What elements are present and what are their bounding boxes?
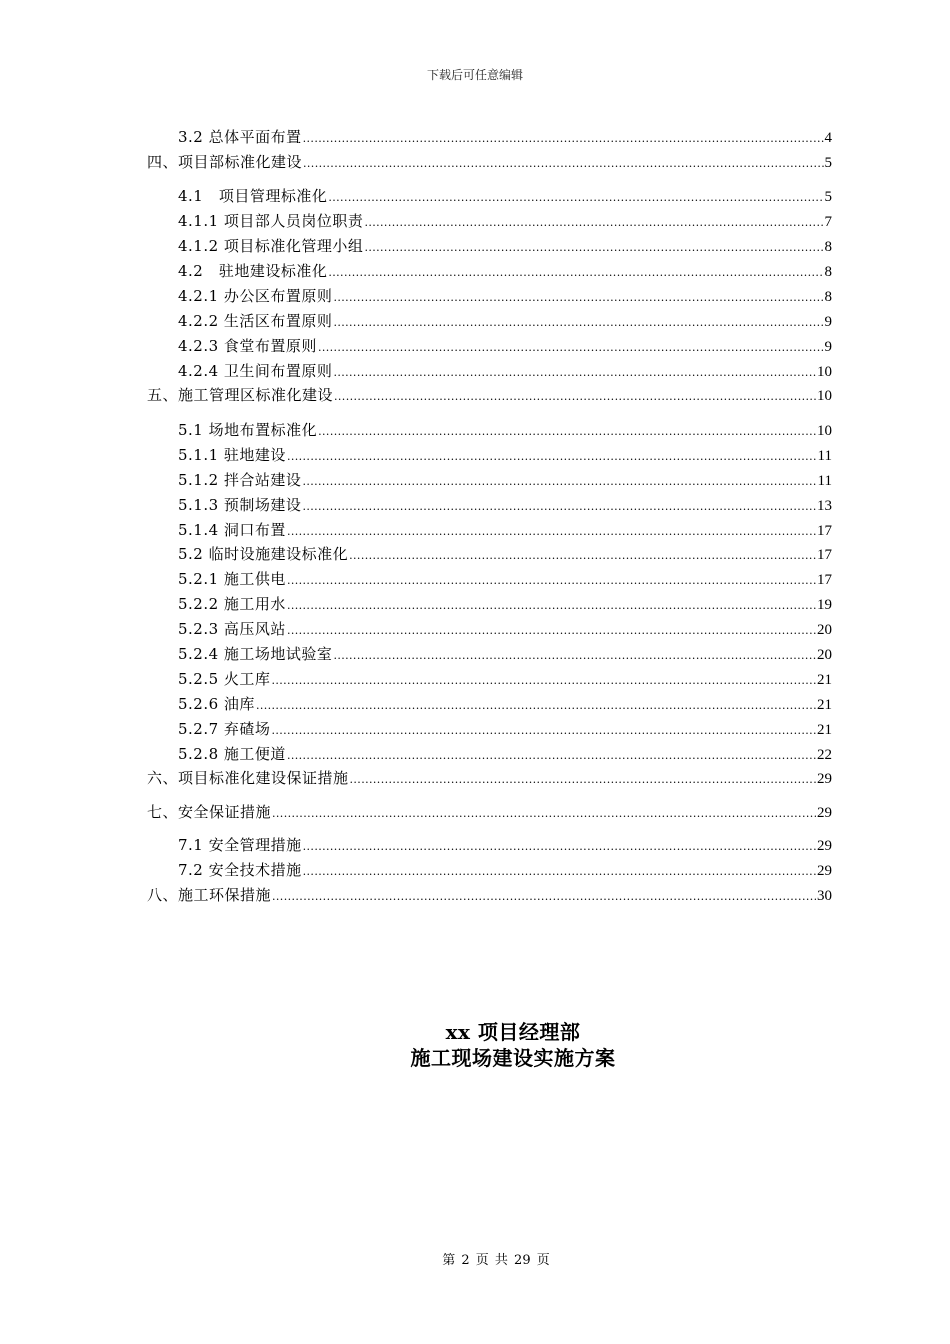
toc-entry-title: 4.2.3 食堂布置原则	[178, 337, 317, 355]
toc-entry-title: 5.2.7 弃碴场	[178, 720, 271, 738]
toc-leader-dots	[272, 887, 816, 907]
toc-entry-page-number: 9	[824, 314, 832, 330]
toc-leader-dots	[271, 671, 816, 691]
toc-entry-page-number: 21	[817, 697, 832, 713]
toc-entry-title: 5.1 场地布置标准化	[178, 421, 318, 439]
toc-entry-page-number: 17	[817, 547, 832, 563]
toc-entry-title: 4.1 项目管理标准化	[178, 187, 328, 205]
toc-leader-dots	[287, 621, 816, 641]
toc-entry-page-number: 8	[824, 264, 832, 280]
toc-entry[interactable]	[178, 236, 832, 256]
toc-leader-dots	[302, 472, 816, 492]
toc-entry-page-number: 5	[824, 155, 832, 171]
toc-entry-title: 5.1.1 驻地建设	[178, 446, 286, 464]
toc-entry-page-number: 20	[817, 647, 832, 663]
toc-leader-dots	[256, 696, 816, 716]
toc-entry-page-number: 8	[824, 289, 832, 305]
toc-leader-dots	[303, 129, 824, 149]
toc-entry-title: 4.2.4 卫生间布置原则	[178, 362, 333, 380]
toc-entry-title: 3.2 总体平面布置	[178, 128, 302, 146]
toc-entry-title: 5.2.3 高压风站	[178, 620, 286, 638]
toc-entry-title: 4.1.2 项目标准化管理小组	[178, 237, 364, 255]
toc-entry-title: 5.2.2 施工用水	[178, 595, 286, 613]
toc-entry-page-number: 11	[817, 448, 832, 464]
toc-entry[interactable]	[178, 619, 832, 639]
toc-entry[interactable]	[147, 802, 832, 822]
toc-leader-dots	[303, 837, 816, 857]
toc-entry-page-number: 19	[817, 597, 832, 613]
toc-entry-title: 六、项目标准化建设保证措施	[147, 769, 349, 787]
toc-entry-title: 5.2.4 施工场地试验室	[178, 645, 333, 663]
toc-leader-dots	[333, 646, 816, 666]
toc-entry[interactable]	[178, 361, 832, 381]
toc-entry-page-number: 11	[817, 473, 832, 489]
toc-leader-dots	[303, 154, 823, 174]
toc-entry-title: 7.1 安全管理措施	[178, 836, 302, 854]
toc-leader-dots	[349, 546, 816, 566]
toc-entry-title: 5.2.5 火工库	[178, 670, 271, 688]
page-header: 下载后可任意编辑	[426, 68, 523, 82]
toc-entry-title: 5.1.4 洞口布置	[178, 521, 286, 539]
toc-entry-page-number: 17	[817, 523, 832, 539]
toc-leader-dots	[318, 422, 816, 442]
toc-entry-page-number: 21	[817, 672, 832, 688]
toc-leader-dots	[333, 363, 816, 383]
toc-entry[interactable]	[178, 336, 832, 356]
toc-entry-title: 5.1.2 拌合站建设	[178, 471, 302, 489]
toc-leader-dots	[287, 746, 816, 766]
toc-leader-dots	[350, 770, 816, 790]
toc-entry-page-number: 29	[817, 771, 832, 787]
toc-entry-title: 4.1.1 项目部人员岗位职责	[178, 212, 364, 230]
toc-entry-title: 4.2.1 办公区布置原则	[178, 287, 333, 305]
toc-entry[interactable]	[178, 835, 832, 855]
toc-leader-dots	[333, 313, 823, 333]
toc-leader-dots	[287, 447, 817, 467]
toc-leader-dots	[271, 721, 816, 741]
toc-entry[interactable]	[178, 495, 832, 515]
toc-entry[interactable]	[178, 694, 832, 714]
toc-entry[interactable]	[147, 768, 832, 788]
toc-entry-page-number: 10	[817, 364, 832, 380]
document-title-line-2: 施工现场建设实施方案	[410, 1046, 616, 1070]
toc-entry-page-number: 10	[817, 388, 832, 404]
toc-leader-dots	[272, 804, 816, 824]
toc-entry-page-number: 21	[817, 722, 832, 738]
toc-entry-page-number: 20	[817, 622, 832, 638]
toc-leader-dots	[364, 238, 823, 258]
toc-entry-page-number: 8	[824, 239, 832, 255]
toc-leader-dots	[333, 288, 823, 308]
toc-entry-page-number: 7	[824, 214, 832, 230]
toc-entry[interactable]	[178, 127, 832, 147]
toc-entry-title: 5.2 临时设施建设标准化	[178, 545, 349, 563]
toc-entry[interactable]	[178, 744, 832, 764]
toc-leader-dots	[287, 522, 816, 542]
toc-leader-dots	[334, 387, 816, 407]
toc-entry-page-number: 30	[817, 888, 832, 904]
toc-entry-page-number: 4	[824, 130, 832, 146]
toc-entry-page-number: 29	[817, 805, 832, 821]
toc-entry-page-number: 13	[817, 498, 832, 514]
toc-entry[interactable]	[178, 445, 832, 465]
toc-entry-title: 5.2.1 施工供电	[178, 570, 286, 588]
toc-leader-dots	[287, 596, 816, 616]
toc-entry[interactable]	[147, 152, 832, 172]
toc-entry-page-number: 17	[817, 572, 832, 588]
toc-entry[interactable]	[178, 594, 832, 614]
toc-entry-title: 七、安全保证措施	[147, 803, 272, 821]
toc-entry-page-number: 9	[824, 339, 832, 355]
toc-entry-title: 四、项目部标准化建设	[147, 153, 303, 171]
toc-entry[interactable]	[178, 520, 832, 540]
toc-entry-title: 五、施工管理区标准化建设	[147, 386, 334, 404]
toc-entry[interactable]	[178, 420, 832, 440]
toc-entry[interactable]	[178, 544, 832, 564]
toc-entry[interactable]	[178, 261, 832, 281]
toc-entry-page-number: 10	[817, 423, 832, 439]
toc-entry[interactable]	[178, 286, 832, 306]
toc-entry[interactable]	[178, 311, 832, 331]
toc-leader-dots	[318, 338, 824, 358]
toc-entry[interactable]	[178, 669, 832, 689]
toc-entry[interactable]	[147, 885, 832, 905]
toc-entry-title: 7.2 安全技术措施	[178, 861, 302, 879]
toc-entry[interactable]	[178, 719, 832, 739]
toc-entry-title: 4.2 驻地建设标准化	[178, 262, 328, 280]
toc-leader-dots	[303, 862, 816, 882]
toc-entry-page-number: 29	[817, 838, 832, 854]
toc-entry[interactable]	[178, 860, 832, 880]
toc-entry-page-number: 29	[817, 863, 832, 879]
toc-entry[interactable]	[178, 186, 832, 206]
toc-entry-title: 八、施工环保措施	[147, 886, 272, 904]
toc-entry-page-number: 5	[824, 189, 832, 205]
document-title-line-1: xx 项目经理部	[445, 1020, 581, 1044]
toc-leader-dots	[302, 497, 816, 517]
toc-leader-dots	[328, 263, 823, 283]
toc-leader-dots	[364, 213, 823, 233]
toc-entry-title: 5.1.3 预制场建设	[178, 496, 302, 514]
toc-entry[interactable]	[178, 569, 832, 589]
toc-leader-dots	[328, 188, 823, 208]
toc-leader-dots	[287, 571, 816, 591]
toc-entry[interactable]	[178, 211, 832, 231]
toc-entry-title: 4.2.2 生活区布置原则	[178, 312, 333, 330]
toc-entry[interactable]	[178, 470, 832, 490]
toc-entry[interactable]	[178, 644, 832, 664]
toc-entry-title: 5.2.6 油库	[178, 695, 255, 713]
toc-entry-title: 5.2.8 施工便道	[178, 745, 286, 763]
toc-entry-page-number: 22	[817, 747, 832, 763]
toc-entry[interactable]	[147, 385, 832, 405]
page-footer: 第 2 页 共 29 页	[442, 1253, 550, 1268]
